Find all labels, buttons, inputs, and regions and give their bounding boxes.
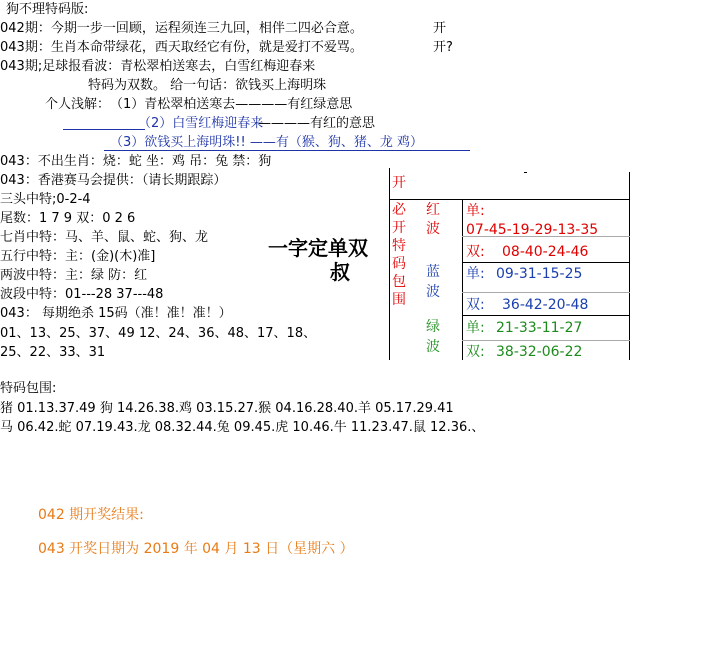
line-043-riddle: 043期：生肖本命带绿花，西天取经它有份，就是爱打不爱骂。 <box>0 40 363 55</box>
line-interpret-3: （3）欲钱买上海明珠!! ——有（猴、狗、猪、龙 鸡） <box>110 135 423 150</box>
guarantee-char: 特 <box>392 238 406 254</box>
table-line-green-split <box>462 340 630 341</box>
blue-wave-label: 波 <box>426 284 440 300</box>
table-line-blue-split <box>462 292 630 293</box>
underline-3 <box>104 150 470 151</box>
red-double-numbers: 08-40-24-46 <box>502 244 589 260</box>
line-no-zodiac: 043：不出生肖：烧：蛇 坐：鸡 吊：兔 禁：狗 <box>0 154 272 169</box>
table-inner-border <box>462 200 463 360</box>
line-three-heads: 三头中特;0-2-4 <box>0 192 91 207</box>
line-numbers-1: 01、13、25、37、49 12、24、36、48、17、18、 <box>0 326 317 341</box>
green-double-label: 双: <box>466 344 485 360</box>
table-line-top <box>389 199 630 200</box>
line-tail-numbers: 尾数：1 7 9 双：0 2 6 <box>0 211 136 226</box>
line-numbers-2: 25、22、33、31 <box>0 345 106 360</box>
underline-2 <box>63 129 145 130</box>
blue-single-numbers: 09-31-15-25 <box>496 266 583 282</box>
line-interpret-2-tail: ————有红的意思 <box>258 116 376 131</box>
line-wave-band: 波段中特：01---28 37---48 <box>0 287 164 302</box>
center-title-line1: 一字定单双 <box>268 236 368 260</box>
line-042-tail: 开 <box>433 21 447 36</box>
special-row-2: 马 06.42.蛇 07.19.43.龙 08.32.44.兔 09.45.虎 10.46.牛 11.23.47.鼠 12.36.、 <box>0 420 485 435</box>
table-open-char: 开 <box>392 175 406 191</box>
line-interpret-2: （2）白雪红梅迎春来 <box>138 116 264 131</box>
special-row-1: 猪 01.13.37.49 狗 14.26.38.鸡 03.15.27.猴 04.16.28.40.羊 05.17.29.41 <box>0 401 454 416</box>
green-double-numbers: 38-32-06-22 <box>496 344 583 360</box>
line-043-riddle-tail: 开? <box>433 40 453 55</box>
line-interpret-1: （1）青松翠柏送寒去————有红绿意思 <box>110 97 353 112</box>
table-top-dot <box>524 172 527 173</box>
line-042: 042期：今期一步一回顾，运程须连三九回，相伴二四必合意。 <box>0 21 363 36</box>
guarantee-char: 码 <box>392 256 406 272</box>
line-seven-zodiac: 七肖中特：马、羊、鼠、蛇、狗、龙 <box>0 230 209 245</box>
line-043-even: 特码为双数。 给一句话：欲钱买上海明珠 <box>88 78 327 93</box>
table-line-blue-green <box>462 315 630 316</box>
green-wave-label: 波 <box>426 339 440 355</box>
red-wave-label: 波 <box>426 221 440 237</box>
table-left-border <box>389 168 390 360</box>
green-wave-label: 绿 <box>426 319 440 335</box>
red-wave-label: 红 <box>426 202 440 218</box>
guarantee-char: 包 <box>392 274 406 290</box>
blue-double-numbers: 36-42-20-48 <box>502 297 589 313</box>
guarantee-char: 必 <box>392 202 406 218</box>
green-single-label: 单: <box>466 320 485 336</box>
center-title-line2: 叔 <box>330 260 350 284</box>
line-hkjc: 043：香港赛马会提供：（请长期跟踪） <box>0 173 227 188</box>
line-043-football: 043期;足球报看波：青松翠柏送寒去，白雪红梅迎春来 <box>0 59 316 74</box>
guarantee-char: 围 <box>392 292 406 308</box>
red-double-label: 双: <box>466 244 485 260</box>
table-line-red-blue <box>462 262 630 263</box>
page-title: 狗不理特码版: <box>6 2 89 17</box>
result-042: 042 期开奖结果: <box>38 507 144 523</box>
guarantee-char: 开 <box>392 220 406 236</box>
blue-wave-label: 蓝 <box>426 264 440 280</box>
line-two-waves: 两波中特：主：绿 防：红 <box>0 268 148 283</box>
special-label: 特码包围: <box>0 381 57 396</box>
blue-double-label: 双: <box>466 297 485 313</box>
result-043-date: 043 开奖日期为 2019 年 04 月 13 日（星期六 ） <box>38 541 354 557</box>
green-single-numbers: 21-33-11-27 <box>496 320 583 336</box>
line-interpret-label: 个人浅解： <box>45 97 111 112</box>
table-right-border <box>629 172 630 360</box>
line-five-elements: 五行中特：主：(金)(木)准] <box>0 249 156 264</box>
red-single-numbers: 07-45-19-29-13-35 <box>466 222 599 238</box>
line-kill-numbers: 043： 每期绝杀 15码（准！准！准！） <box>0 306 232 321</box>
red-single-label: 单: <box>466 203 485 219</box>
blue-single-label: 单: <box>466 266 485 282</box>
